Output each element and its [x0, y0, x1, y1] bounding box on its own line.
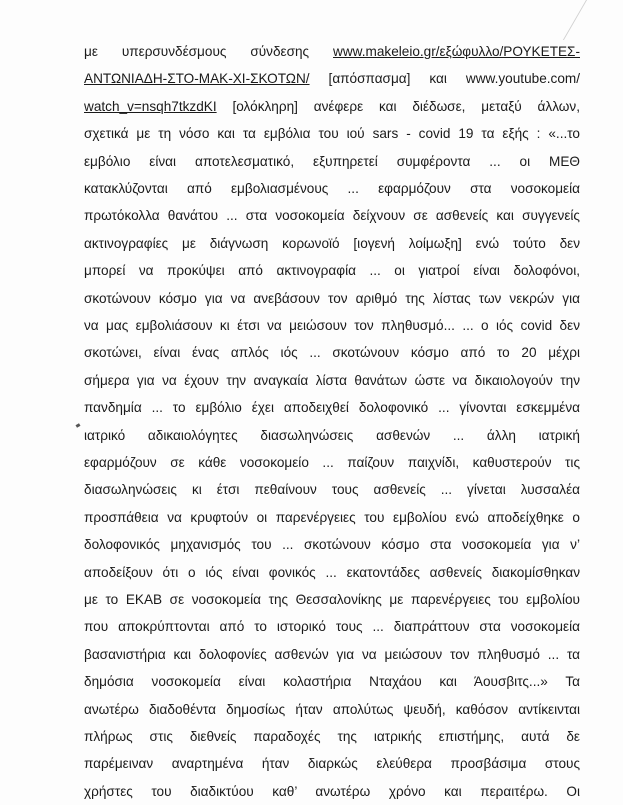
text-run: [ολόκληρη] ανέφερε και διέδωσε, μεταξύ άλλων, — [216, 98, 580, 114]
text-line — [84, 728, 580, 746]
text-run: [απόσπασμα] και www.youtube.com/ — [309, 71, 580, 87]
hyperlink-text: watch_v=nsqh7tkzdKI — [84, 98, 217, 114]
page-edge-mark — [563, 0, 617, 40]
text-run: με υπερσυνδέσμους σύνδεσης — [84, 44, 334, 59]
text-line — [84, 70, 580, 88]
text-line — [84, 262, 580, 280]
text-run: πρωτόκολλα θανάτου ... στα νοσοκομεία δείχνουν σε ασθενείς και συγγενείς — [84, 208, 580, 224]
text-run: που αποκρύπτονται από το ιστορικό τους ... διαπράττουν στα νοσοκομεία — [84, 619, 580, 635]
text-run: εφαρμόζουν σε κάθε νοσοκομείο ... παίζουν παιχνίδι, καθυστερούν τις — [84, 455, 580, 470]
text-run: σήμερα για να έχουν την αναγκαία λίστα θανάτων ώστε να δικαιολογούν την — [84, 372, 580, 388]
text-line — [84, 235, 580, 253]
text-line — [84, 701, 580, 719]
text-line — [84, 427, 580, 445]
text-line — [84, 180, 580, 198]
text-run: ακτινογραφίες με διάγνωση κορωνοϊό [ιογενή λοίμωξη] ενώ τούτο δεν — [84, 235, 580, 251]
text-line — [84, 673, 580, 691]
text-line — [84, 783, 580, 801]
text-line — [84, 207, 580, 225]
text-line — [84, 591, 580, 609]
text-line — [84, 646, 580, 664]
text-run: κατακλύζονται από εμβολιασμένους ... εφαρμόζουν στα νοσοκομεία — [84, 181, 580, 196]
text-run: ιατρικό αδικαιολόγητες διασωληνώσεις ασθενών ... άλλη ιατρική — [84, 427, 580, 443]
text-run: παρέμειναν αναρτημένα ήταν διαρκώς ελεύθερα προσβάσιμα στους — [84, 756, 580, 772]
text-run: σκοτώνουν κόσμο για να ανεβάσουν τον αριθμό της λίστας των νεκρών για — [84, 290, 580, 306]
text-run: πλήρως στις διεθνείς παραδοχές της ιατρικής επιστήμης, αυτά δε — [84, 729, 580, 744]
text-line — [84, 125, 580, 143]
hyperlink-text: www.makeleio.gr/εξώφυλλο/ΡΟΥΚΕΤΕΣ- — [333, 44, 580, 59]
text-line — [84, 344, 580, 362]
text-line — [84, 98, 580, 116]
text-line — [84, 755, 580, 773]
text-line — [84, 43, 580, 61]
text-line — [84, 399, 580, 417]
text-run: να μας εμβολιάσουν κι έτσι να μειώσουν τον πληθυσμό... ... ο ιός covid δεν — [84, 318, 580, 333]
text-run: διασωληνώσεις κι έτσι πεθαίνουν τους ασθενείς ... γίνεται λυσσαλέα — [84, 482, 580, 498]
text-line — [84, 618, 580, 636]
text-line — [84, 317, 580, 335]
text-line — [84, 509, 580, 527]
text-run: με το ΕΚΑΒ σε νοσοκομεία της Θεσσαλονίκης με παρενέργειες του εμβολίου — [84, 592, 580, 607]
text-run: δολοφονικός μηχανισμός του ... σκοτώνουν κόσμο στα νοσοκομεία για ν’ — [84, 537, 580, 553]
text-run: χρήστες του διαδικτύου καθ’ ανωτέρω χρόνο και περαιτέρω. Οι — [84, 783, 580, 799]
text-run: εμβόλιο είναι αποτελεσματικό, εξυπηρετεί συμφέροντα ... οι ΜΕΘ — [84, 153, 580, 169]
text-line — [84, 153, 580, 171]
hyperlink-text: ΑΝΤΩΝΙΑΔΗ-ΣΤΟ-ΜΑΚ-ΧΙ-ΣΚΟΤΩΝ/ — [84, 71, 310, 87]
text-run: πανδημία ... το εμβόλιο έχει αποδειχθεί δολοφονικό ... γίνονται εσκεμμένα — [84, 400, 580, 416]
text-run: προσπάθεια να κρυφτούν οι παρενέργειες του εμβολίου ενώ αποδείχθηκε ο — [84, 509, 580, 525]
text-line — [84, 481, 580, 499]
margin-mark — [76, 423, 81, 428]
text-run: σχετικά με τη νόσο και τα εμβόλια του ιού sars - covid 19 τα εξής : «...το — [84, 126, 580, 142]
text-line — [84, 536, 580, 554]
text-run: σκοτώνει, είναι ένας απλός ιός ... σκοτώνουν κόσμο από το 20 μέχρι — [84, 345, 580, 361]
text-line — [84, 454, 580, 472]
text-line — [84, 372, 580, 390]
text-run: δημόσια νοσοκομεία είναι κολαστήρια Νταχάου και Άουσβιτς...» Τα — [84, 674, 580, 690]
text-line — [84, 564, 580, 582]
text-line — [84, 290, 580, 308]
text-run: μπορεί να προκύψει από ακτινογραφία ... οι γιατροί είναι δολοφόνοι, — [84, 263, 580, 279]
text-run: ανωτέρω διαδοθέντα δημοσίως ήταν απολύτως ψευδή, καθόσον αντίκεινται — [84, 701, 580, 717]
text-run: αποδείξουν ότι ο ιός είναι φονικός ... εκατοντάδες ασθενείς διακομίσθηκαν — [84, 564, 580, 580]
text-run: βασανιστήρια και δολοφονίες ασθενών για να μειώσουν τον πληθυσμό ... τα — [84, 646, 580, 662]
